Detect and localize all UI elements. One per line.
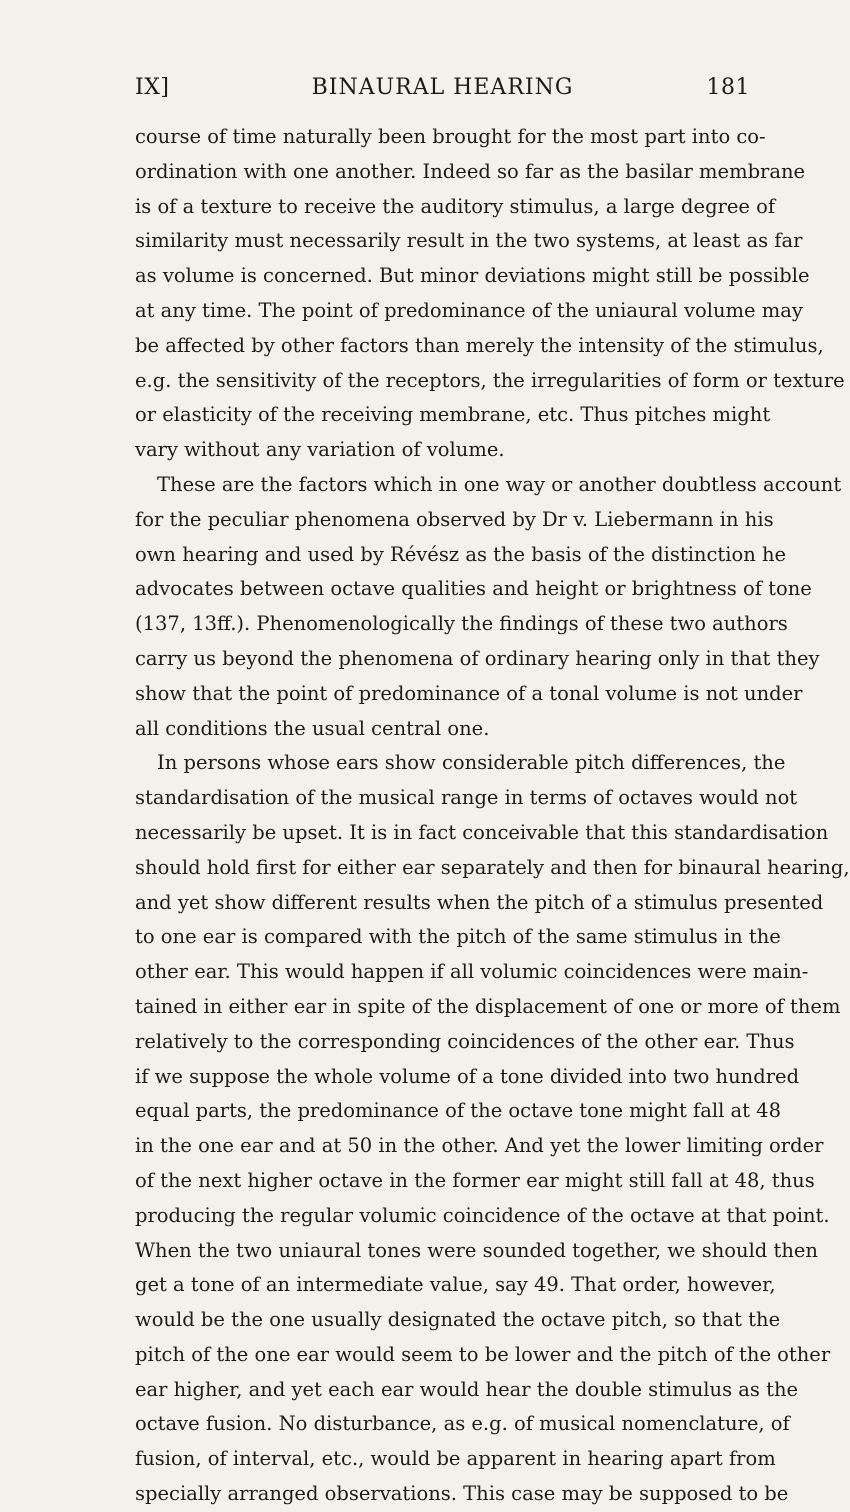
- text-line: octave fusion. No disturbance, as e.g. of musical nomenclature, of: [135, 1412, 790, 1436]
- text-line: ear higher, and yet each ear would hear the double stimulus as the: [135, 1377, 799, 1401]
- text-line: pitch of the one ear would seem to be lower and the pitch of the other: [135, 1342, 831, 1366]
- text-line: (137, 13ff.). Phenomenologically the findings of these two authors: [135, 612, 788, 636]
- text-line: specially arranged observations. This case may be supposed to be: [135, 1482, 789, 1506]
- text-line: is of a texture to receive the auditory stimulus, a large degree of: [135, 194, 776, 218]
- text-line: in the one ear and at 50 in the other. And yet the lower limiting order: [135, 1134, 824, 1158]
- text-line: similarity must necessarily result in the two systems, at least as far: [135, 229, 803, 253]
- text-line: if we suppose the whole volume of a tone divided into two hundred: [135, 1064, 800, 1088]
- text-line: course of time naturally been brought for the most part into co-: [135, 125, 766, 148]
- text-line: of the next higher octave in the former ear might still fall at 48, thus: [135, 1168, 815, 1192]
- text-line: as volume is concerned. But minor deviations might still be possible: [135, 264, 810, 288]
- text-line: fusion, of interval, etc., would be apparent in hearing apart from: [135, 1447, 776, 1471]
- text-line: to one ear is compared with the pitch of the same stimulus in the: [135, 925, 781, 949]
- text-line: should hold first for either ear separately and then for binaural hearing,: [135, 855, 850, 879]
- text-line: would be the one usually designated the octave pitch, so that the: [135, 1308, 781, 1332]
- page-number: 181: [706, 75, 750, 100]
- text-line: or elasticity of the receiving membrane, etc. Thus pitches might: [135, 403, 771, 427]
- text-line: relatively to the corresponding coincidences of the other ear. Thus: [135, 1029, 795, 1053]
- text-line: standardisation of the musical range in terms of octaves would not: [135, 786, 798, 810]
- paragraph: [135, 468, 842, 746]
- text-line: get a tone of an intermediate value, say 49. That order, however,: [135, 1273, 776, 1297]
- paragraph: [135, 120, 845, 468]
- text-line: e.g. the sensitivity of the receptors, the irregularities of form or texture: [135, 368, 845, 392]
- text-line: and yet show different results when the pitch of a stimulus presented: [135, 890, 824, 914]
- text-line: carry us beyond the phenomena of ordinary hearing only in that they: [135, 646, 820, 670]
- text-line: ordination with one another. Indeed so far as the basilar membrane: [135, 159, 806, 183]
- text-line: other ear. This would happen if all volumic coincidences were main-: [135, 960, 809, 984]
- text-line: be affected by other factors than merely the intensity of the stimulus,: [135, 333, 824, 357]
- text-line: producing the regular volumic coincidence of the octave at that point.: [135, 1203, 830, 1227]
- text-line: show that the point of predominance of a tonal volume is not under: [135, 681, 803, 705]
- text-line: In persons whose ears show considerable pitch differences, the: [157, 751, 786, 775]
- text-line: equal parts, the predominance of the octave tone might fall at 48: [135, 1099, 781, 1123]
- text-line: These are the factors which in one way or another doubtless account: [157, 472, 842, 496]
- paragraph: [135, 746, 850, 1512]
- running-title: BINAURAL HEARING: [311, 75, 574, 100]
- text-line: at any time. The point of predominance of the uniaural volume may: [135, 298, 803, 322]
- body-text: [135, 120, 850, 1512]
- text-line: tained in either ear in spite of the displacement of one or more of them: [135, 994, 841, 1018]
- text-line: When the two uniaural tones were sounded together, we should then: [135, 1238, 818, 1262]
- text-line: vary without any variation of volume.: [135, 438, 505, 462]
- text-line: advocates between octave qualities and height or brightness of tone: [135, 577, 812, 601]
- text-line: for the peculiar phenomena observed by Dr v. Liebermann in his: [135, 507, 774, 531]
- text-line: own hearing and used by Révész as the basis of the distinction he: [135, 542, 787, 566]
- text-line: all conditions the usual central one.: [135, 716, 490, 740]
- text-line: necessarily be upset. It is in fact conceivable that this standardisation: [135, 820, 829, 844]
- running-head: [135, 70, 750, 106]
- chapter-marker: IX]: [135, 75, 170, 100]
